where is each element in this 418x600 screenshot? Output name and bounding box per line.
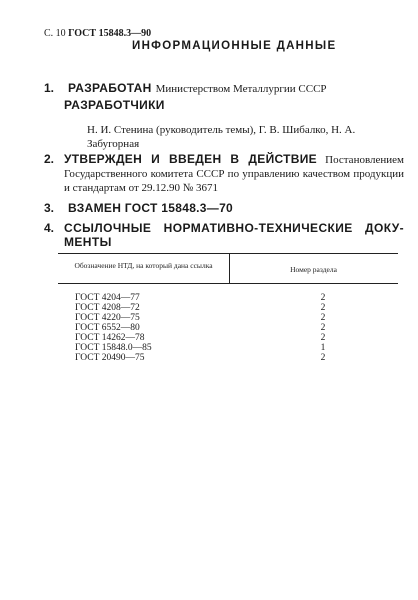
- section-heading: [64, 221, 404, 249]
- section-number: 2.: [44, 152, 55, 166]
- table-header-rule: [58, 283, 398, 284]
- section-text: Министерством Металлургии СССР: [155, 83, 327, 95]
- doc-cell: ГОСТ 4204—77: [75, 293, 140, 303]
- section-text: Постановлением Государственного комитета СССР по управлению качеством продукции и стандартам от 29.12.90 № 3671: [64, 154, 404, 194]
- section-4: [44, 221, 404, 249]
- page-number: С. 10: [44, 28, 66, 39]
- section-heading: РАЗРАБОТАН: [68, 81, 152, 95]
- standard-number: ГОСТ 15848.3—90: [68, 28, 152, 39]
- section-2: [44, 152, 404, 195]
- table-row: [58, 343, 398, 353]
- developers-heading: РАЗРАБОТЧИКИ: [64, 98, 165, 112]
- section-heading: ВЗАМЕН ГОСТ 15848.3—70: [68, 201, 234, 215]
- doc-cell: ГОСТ 4220—75: [75, 313, 140, 323]
- doc-cell: ГОСТ 6552—80: [75, 323, 140, 333]
- section-cell: 2: [320, 313, 326, 323]
- doc-cell: ГОСТ 14262—78: [75, 333, 145, 343]
- doc-cell: ГОСТ 15848.0—85: [75, 343, 152, 353]
- heading-word: НОРМАТИВНО-ТЕХНИЧЕСКИЕ: [163, 221, 353, 235]
- page-title: ИНФОРМАЦИОННЫЕ ДАННЫЕ: [132, 40, 337, 52]
- section-number: 4.: [44, 221, 55, 235]
- doc-cell: ГОСТ 20490—75: [75, 353, 145, 363]
- section-3: [44, 199, 233, 217]
- page-header: [44, 28, 151, 39]
- section-cell: 2: [320, 333, 326, 343]
- section-cell: 2: [320, 353, 326, 363]
- table-row: [58, 293, 398, 303]
- section-heading: УТВЕРЖДЕН И ВВЕДЕН В ДЕЙСТВИЕ: [64, 152, 317, 166]
- section-number: 3.: [44, 201, 55, 215]
- column-header-document: Обозначение НТД, на который дана ссылка: [74, 261, 213, 270]
- table-body: [58, 293, 398, 363]
- column-header-section: Номер раздела: [290, 265, 337, 274]
- table-row: [58, 313, 398, 323]
- table-row: [58, 303, 398, 313]
- section-content: [64, 152, 404, 195]
- table-row: [58, 323, 398, 333]
- heading-continuation: МЕНТЫ: [64, 235, 112, 249]
- heading-word: ДОКУ-: [365, 221, 404, 235]
- section-cell: 1: [320, 343, 326, 353]
- table-top-rule: [58, 253, 398, 254]
- developers-list: Н. И. Стенина (руководитель темы), Г. В. Шибалко, Н. А. Забугорная: [87, 124, 356, 150]
- section-cell: 2: [320, 323, 326, 333]
- section-1: [44, 79, 327, 97]
- section-number: 1.: [44, 81, 55, 95]
- doc-cell: ГОСТ 4208—72: [75, 303, 140, 313]
- table-row: [58, 333, 398, 343]
- section-cell: 2: [320, 293, 326, 303]
- section-cell: 2: [320, 303, 326, 313]
- heading-word: ССЫЛОЧНЫЕ: [64, 221, 152, 235]
- table-row: [58, 353, 398, 363]
